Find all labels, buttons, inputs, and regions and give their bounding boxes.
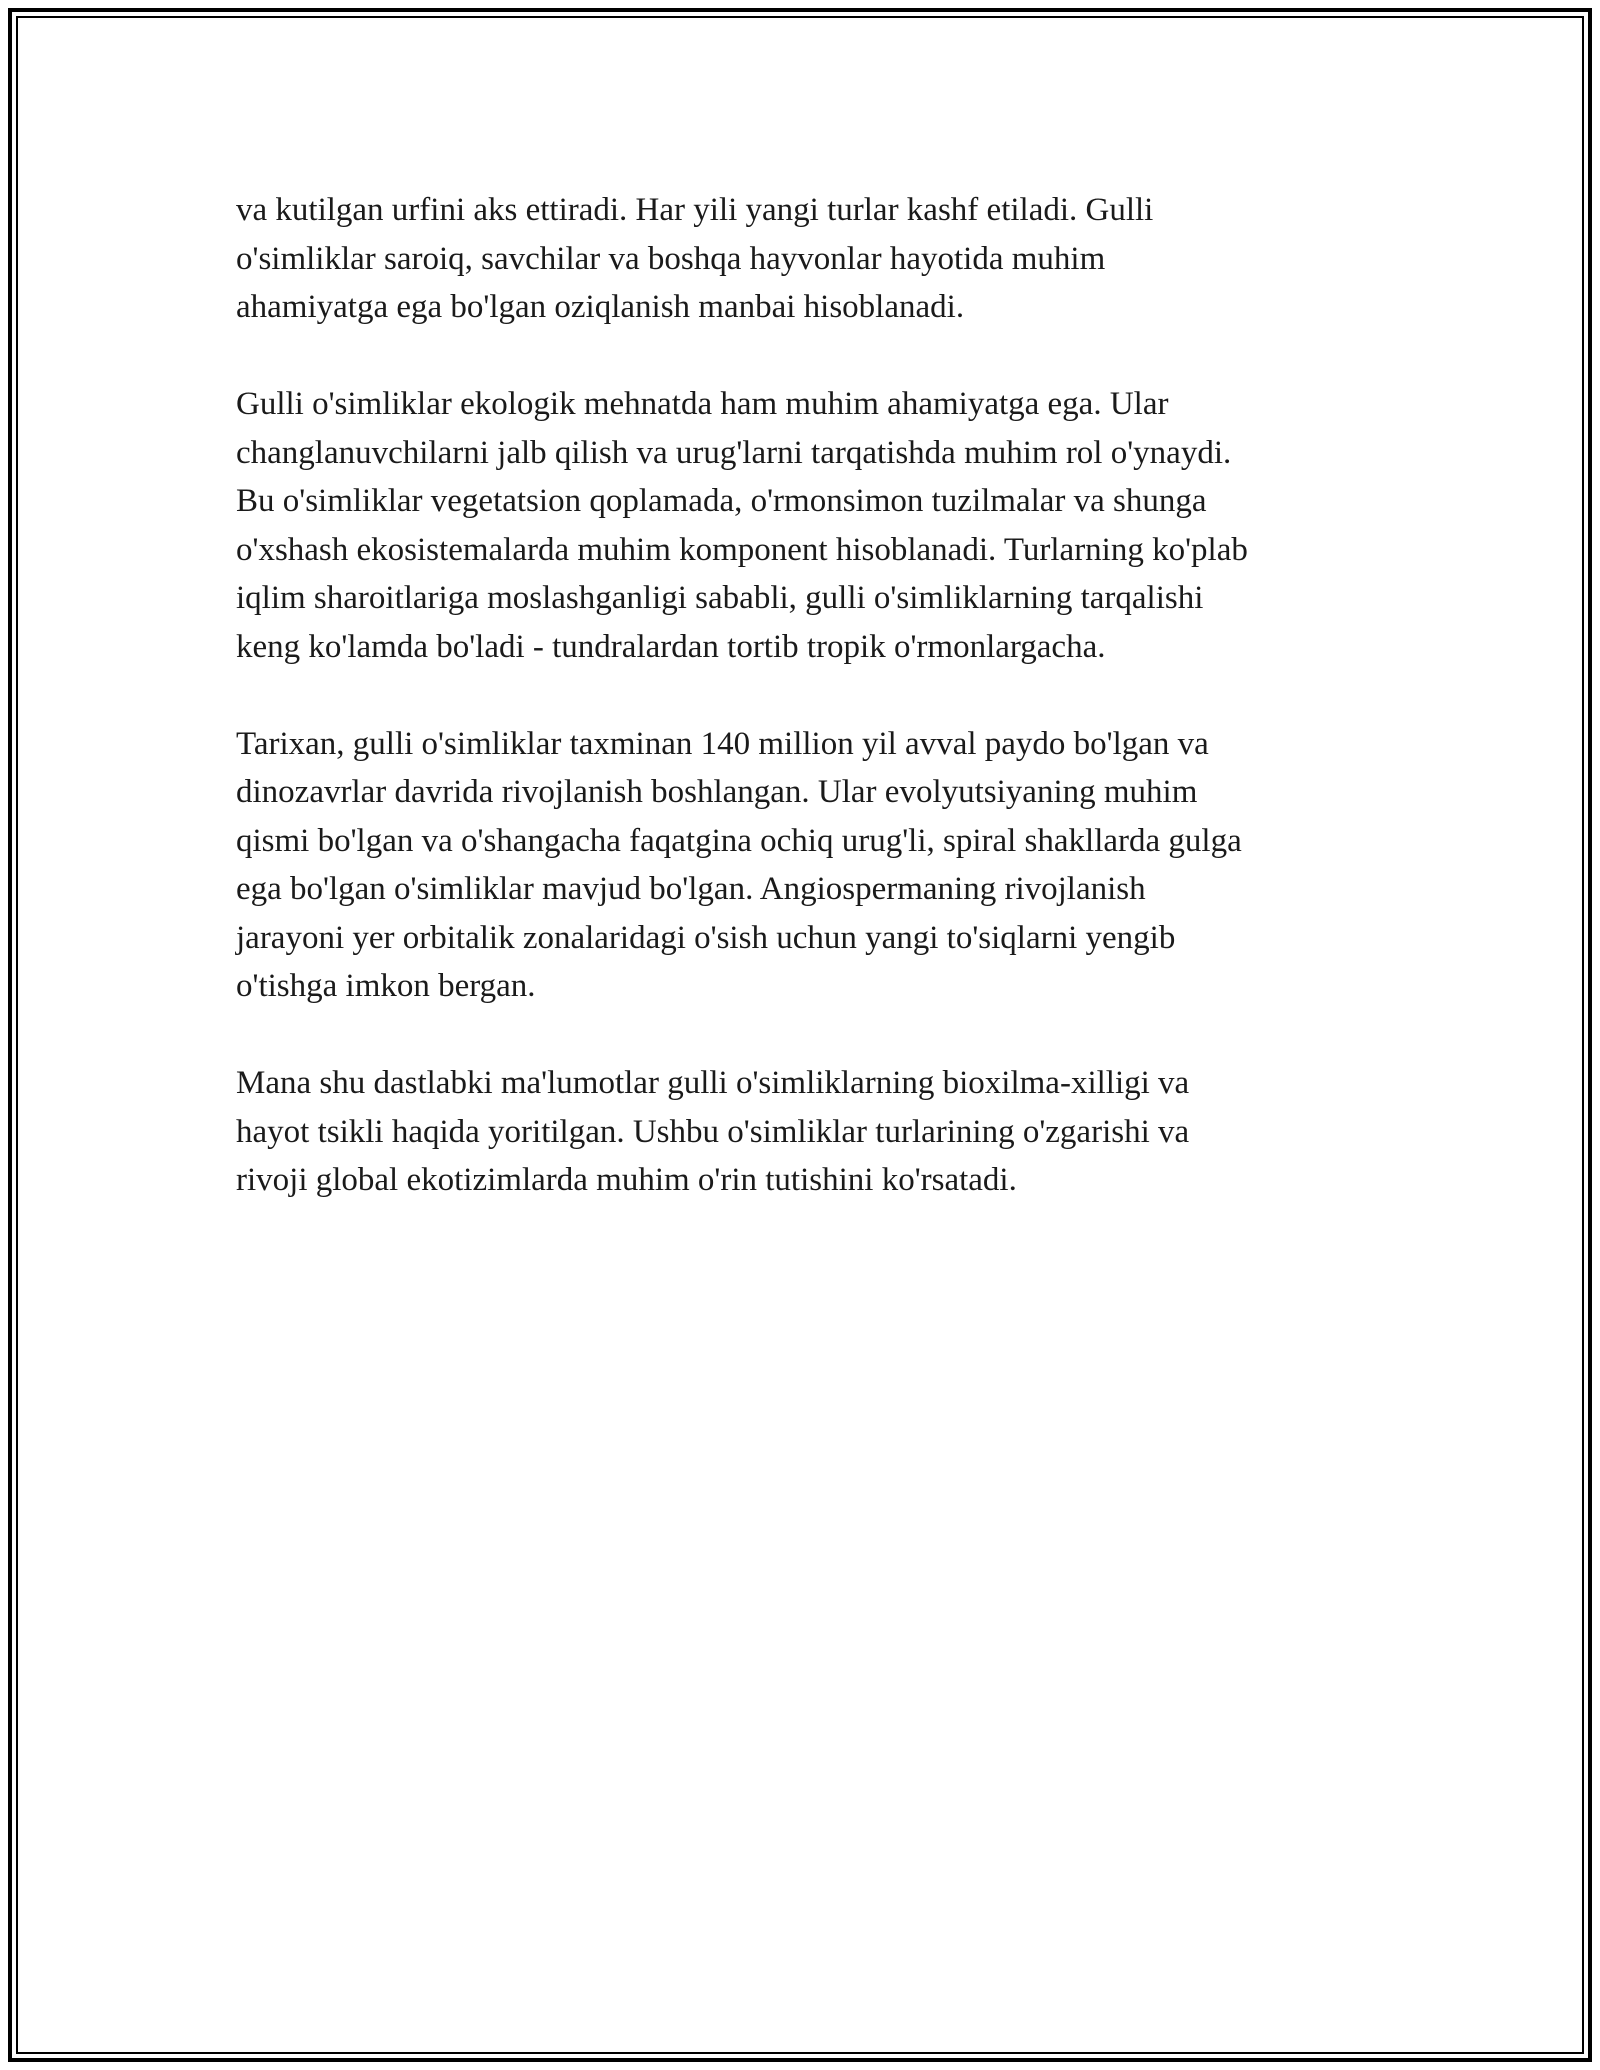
text-line: rivoji global ekotizimlarda muhim o'rin tutishini ko'rsatadi.	[236, 1162, 1017, 1198]
body-text	[236, 186, 1376, 1253]
text-line: o'xshash ekosistemalarda muhim komponent hisoblanadi. Turlarning ko'plab	[236, 531, 1248, 568]
text-line: ahamiyatga ega bo'lgan oziqlanish manbai hisoblanadi.	[236, 289, 965, 325]
text-line: ega bo'lgan o'simliklar mavjud bo'lgan. Angiospermaning rivojlanish	[236, 871, 1146, 907]
text-line: Tarixan, gulli o'simliklar taxminan 140 million yil avval paydo bo'lgan va	[236, 725, 1209, 762]
text-line: hayot tsikli haqida yoritilgan. Ushbu o'simliklar turlarining o'zgarishi va	[236, 1113, 1190, 1150]
text-line: Gulli o'simliklar ekologik mehnatda ham muhim ahamiyatga ega. Ular	[236, 386, 1169, 422]
paragraph-4	[236, 1059, 1376, 1205]
text-line: jarayoni yer orbitalik zonalaridagi o'sish uchun yangi to'siqlarni yengib	[236, 919, 1176, 956]
text-line: Bu o'simliklar vegetatsion qoplamada, o'rmonsimon tuzilmalar va shunga	[236, 483, 1207, 519]
text-line: changlanuvchilarni jalb qilish va urug'larni tarqatishda muhim rol o'ynaydi.	[236, 434, 1232, 471]
text-line: qismi bo'lgan va o'shangacha faqatgina ochiq urug'li, spiral shakllarda gulga	[236, 822, 1242, 859]
text-line: Mana shu dastlabki ma'lumotlar gulli o'simliklarning bioxilma-xilligi va	[236, 1065, 1190, 1101]
text-line: o'simliklar saroiq, savchilar va boshqa hayvonlar hayotida muhim	[236, 240, 1106, 277]
text-line: keng ko'lamda bo'ladi - tundralardan tortib tropik o'rmonlargacha.	[236, 628, 1106, 665]
text-line: o'tishga imkon bergan.	[236, 968, 536, 1004]
paragraph-1	[236, 186, 1376, 332]
paragraph-2	[236, 380, 1376, 671]
paragraph-3	[236, 720, 1376, 1011]
text-line: va kutilgan urfini aks ettiradi. Har yili yangi turlar kashf etiladi. Gulli	[236, 192, 1154, 228]
text-line: dinozavrlar davrida rivojlanish boshlangan. Ular evolyutsiyaning muhim	[236, 774, 1198, 810]
text-line: iqlim sharoitlariga moslashganligi sababli, gulli o'simliklarning tarqalishi	[236, 580, 1204, 616]
